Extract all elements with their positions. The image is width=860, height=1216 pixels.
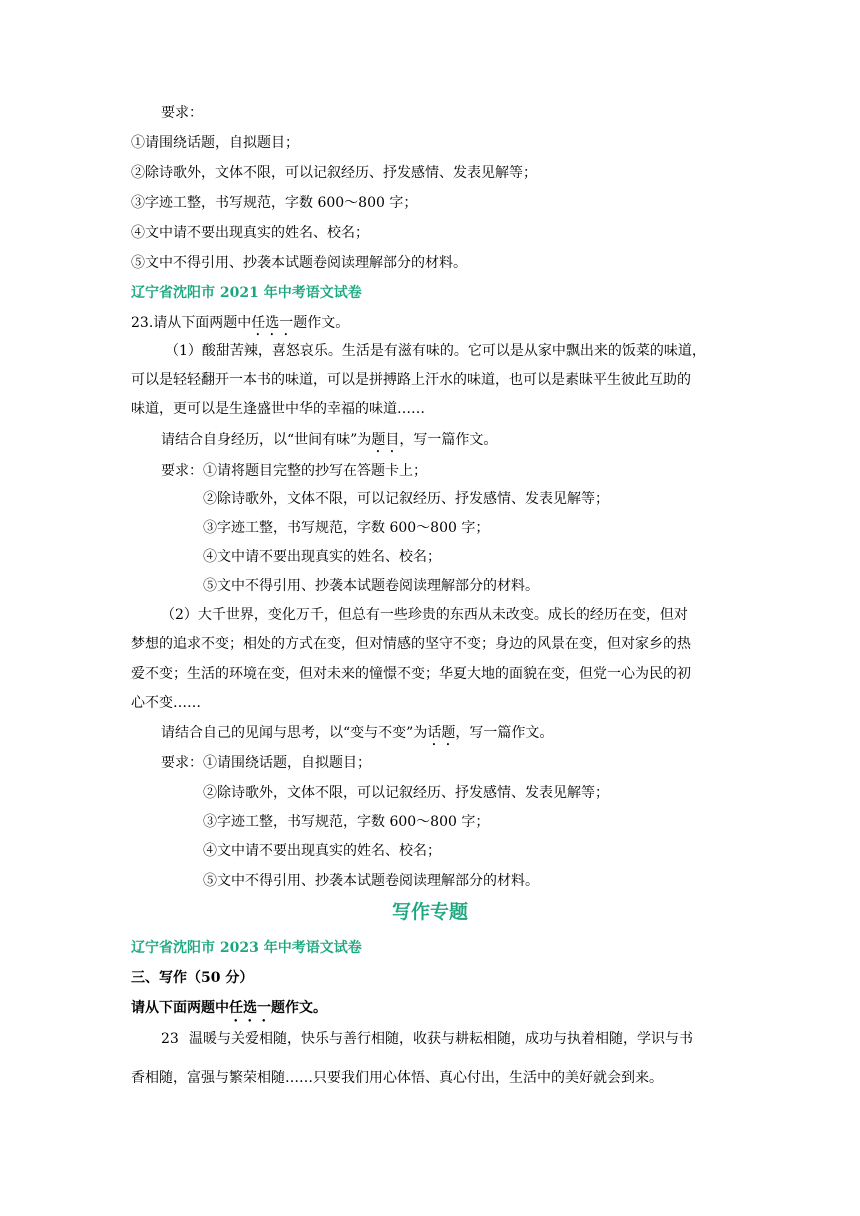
topic1-text-line: 味道，更可以是生逢盛世中华的幸福的味道…… — [131, 401, 425, 417]
requirement-item: ④文中请不要出现真实的姓名、校名； — [131, 225, 369, 241]
topic1-instruction-pre: 请结合自身经历，以“世间有味”为 — [161, 432, 372, 448]
question-prompt-2023-post: 题作文。 — [271, 1000, 327, 1016]
topic2-requirement-item: ②除诗歌外，文体不限，可以记叙经历、抒发感情、发表见解等； — [203, 785, 609, 801]
topic2-text-line: （2）大千世界，变化万千，但总有一些珍贵的东西从未改变。成长的经历在变，但对 — [161, 607, 688, 623]
question-number: 23 — [161, 1031, 179, 1047]
topic1-requirement-item: ③字迹工整，书写规范，字数 600～800 字； — [203, 520, 490, 536]
part-heading: 三、写作（50 分） — [131, 970, 254, 986]
topic2-instruction-post: ，写一篇作文。 — [455, 725, 554, 741]
question-prompt-2023 — [131, 998, 327, 1025]
topic1-instruction-emphasis: 题目 — [371, 432, 400, 448]
topic1-instruction-post: ，写一篇作文。 — [399, 432, 498, 448]
topic2-instruction-pre: 请结合自己的见闻与思考，以“变与不变”为 — [161, 725, 428, 741]
topic1-requirement-item: ⑤文中不得引用、抄袭本试题卷阅读理解部分的材料。 — [203, 578, 539, 594]
topic2-text-line: 梦想的追求不变；相处的方式在变，但对情感的坚守不变；身边的风景在变，但对家乡的热 — [131, 636, 691, 652]
requirement-item: ①请围绕话题，自拟题目； — [131, 135, 299, 151]
topic1-requirement-item: ②除诗歌外，文体不限，可以记叙经历、抒发感情、发表见解等； — [203, 491, 609, 507]
topic1-requirements-label: 要求： — [161, 463, 203, 479]
essay-prompt-line: 温暖与关爱相随，快乐与善行相随，收获与耕耘相随，成功与执着相随，学识与书 — [189, 1031, 693, 1047]
requirement-item: ③字迹工整，书写规范，字数 600～800 字； — [131, 195, 418, 211]
question-prompt-post: 题作文。 — [293, 315, 350, 331]
question-prompt-emphasis: 任选一 — [251, 315, 294, 331]
question-prompt-pre: 23.请从下面两题中 — [131, 315, 252, 331]
topic2-instruction-emphasis: 话题 — [427, 725, 456, 741]
topic2-requirements-label: 要求： — [161, 755, 203, 771]
exam-source-2021: 辽宁省沈阳市 2021 年中考语文试卷 — [131, 285, 362, 301]
section-title: 写作专题 — [391, 901, 468, 923]
topic1-text-line: （1）酸甜苦辣，喜怒哀乐。生活是有滋有味的。它可以是从家中飘出来的饭菜的味道， — [165, 343, 706, 359]
topic2-instruction — [161, 723, 553, 749]
requirement-item: ②除诗歌外，文体不限，可以记叙经历、抒发感情、发表见解等； — [131, 165, 537, 181]
topic2-requirement-item: ⑤文中不得引用、抄袭本试题卷阅读理解部分的材料。 — [203, 873, 539, 889]
question-prompt-2023-emphasis: 任选一 — [229, 1000, 271, 1016]
requirement-item: ⑤文中不得引用、抄袭本试题卷阅读理解部分的材料。 — [131, 255, 467, 271]
question-prompt-2023-pre: 请从下面两题中 — [131, 1000, 229, 1016]
exam-source-2023: 辽宁省沈阳市 2023 年中考语文试卷 — [131, 940, 362, 956]
topic1-text-line: 可以是轻轻翻开一本书的味道，可以是拼搏路上汗水的味道，也可以是素昧平生彼此互助的 — [131, 372, 691, 388]
topic2-requirement-item: ③字迹工整，书写规范，字数 600～800 字； — [203, 814, 490, 830]
question-prompt — [131, 313, 349, 339]
essay-prompt-line: 香相随，富强与繁荣相随……只要我们用心体悟、真心付出，生活中的美好就会到来。 — [131, 1070, 663, 1086]
topic1-requirement-item: ④文中请不要出现真实的姓名、校名； — [203, 549, 441, 565]
topic2-text-line: 心不变…… — [131, 695, 201, 711]
topic1-instruction — [161, 430, 497, 456]
topic2-requirement-item: ①请围绕话题，自拟题目； — [203, 755, 371, 771]
requirements-heading: 要求： — [161, 105, 203, 121]
topic2-text-line: 爱不变；生活的环境在变，但对未来的憧憬不变；华夏大地的面貌在变，但党一心为民的初 — [131, 666, 691, 682]
topic1-requirement-item: ①请将题目完整的抄写在答题卡上； — [203, 463, 427, 479]
topic2-requirement-item: ④文中请不要出现真实的姓名、校名； — [203, 843, 441, 859]
